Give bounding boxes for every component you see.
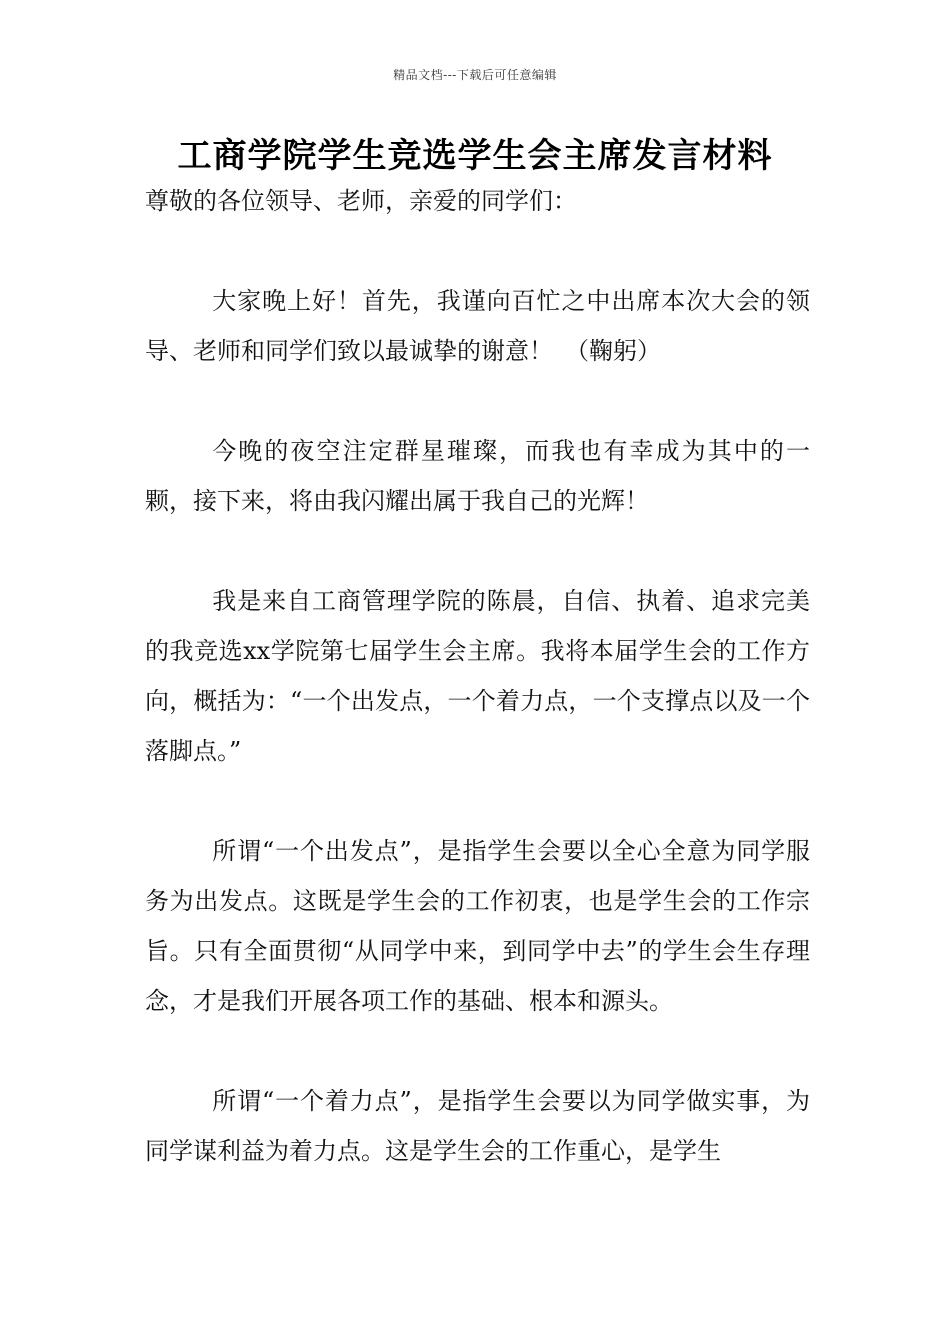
paragraph: 所谓“一个着力点”，是指学生会要以为同学做实事，为同学谋利益为着力点。这是学生会的工作重心，是学生 xyxy=(145,1087,810,1165)
document-body xyxy=(145,176,810,1226)
salutation: 尊敬的各位领导、老师，亲爱的同学们： xyxy=(145,187,577,215)
paragraph: 所谓“一个出发点”，是指学生会要以全心全意为同学服务为出发点。这既是学生会的工作初衷，也是学生会的工作宗旨。只有全面贯彻“从同学中来，到同学中去”的学生会生存理念，才是我们开展各项工作的基础、根本和源头。 xyxy=(145,837,810,1015)
document-title: 工商学院学生竞选学生会主席发言材料 xyxy=(177,136,773,176)
paragraph: 大家晚上好！首先，我谨向百忙之中出席本次大会的领导、老师和同学们致以最诚挚的谢意！ （鞠躬） xyxy=(145,287,810,365)
paragraph: 今晚的夜空注定群星璀璨，而我也有幸成为其中的一颗，接下来，将由我闪耀出属于我自己的光辉！ xyxy=(145,437,810,515)
paragraph: 我是来自工商管理学院的陈晨，自信、执着、追求完美的我竞选xx学院第七届学生会主席。我将本届学生会的工作方向，概括为：“一个出发点，一个着力点，一个支撑点以及一个落脚点。” xyxy=(145,587,810,765)
header-note: 精品文档---下载后可任意编辑 xyxy=(393,68,557,82)
